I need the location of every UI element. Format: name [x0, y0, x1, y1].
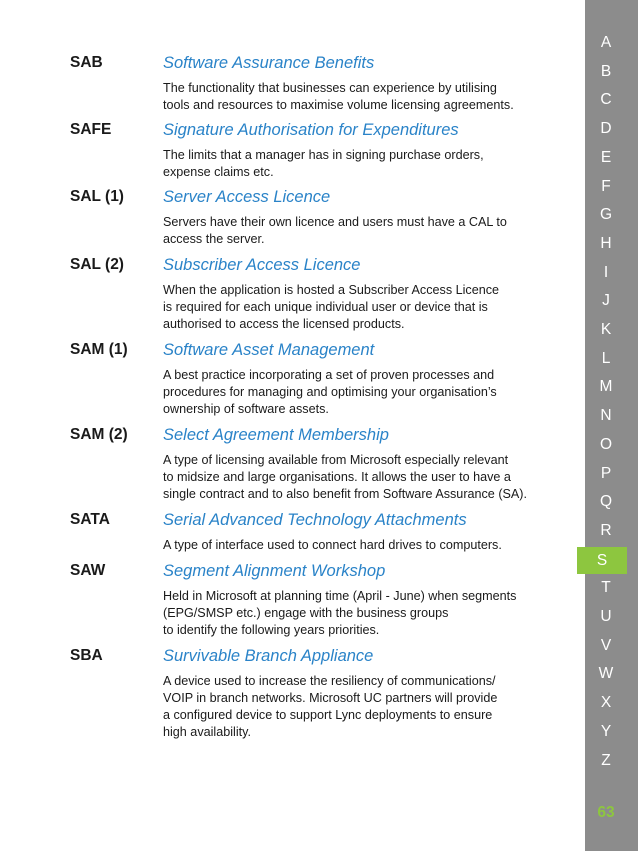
description-line: Held in Microsoft at planning time (April - June) when segments [163, 589, 517, 603]
index-letter-v[interactable]: V [600, 636, 612, 654]
index-letter-x[interactable]: X [600, 694, 612, 712]
entry-term: Select Agreement Membership [163, 426, 389, 444]
entry-term: Serial Advanced Technology Attachments [163, 511, 467, 529]
entry-term: Signature Authorisation for Expenditures [163, 121, 459, 139]
index-letter-f[interactable]: F [601, 177, 611, 195]
index-letter-g[interactable]: G [599, 206, 613, 224]
entry-abbreviation: SAL (1) [70, 188, 124, 205]
entry-abbreviation: SAL (2) [70, 256, 124, 273]
entry-term: Segment Alignment Workshop [163, 562, 386, 580]
description-line: The limits that a manager has in signing purchase orders, [163, 148, 484, 162]
entry-description [163, 588, 573, 639]
index-letter-j[interactable]: J [602, 292, 610, 310]
description-line: access the server. [163, 232, 265, 246]
index-letter-l[interactable]: L [601, 349, 611, 367]
index-letter-c[interactable]: C [600, 91, 612, 109]
entry-abbreviation: SATA [70, 511, 110, 528]
entry-abbreviation: SBA [70, 647, 103, 664]
description-line: Servers have their own licence and users must have a CAL to [163, 215, 507, 229]
entry-term: Survivable Branch Appliance [163, 647, 374, 665]
description-line: high availability. [163, 725, 251, 739]
index-letter-q[interactable]: Q [599, 493, 613, 511]
entry-description [163, 282, 573, 333]
entry-description [163, 673, 573, 741]
alphabet-index-bar [585, 0, 638, 851]
index-letter-u[interactable]: U [600, 608, 612, 625]
index-letter-s[interactable]: S [577, 547, 627, 574]
description-line: A device used to increase the resiliency of communications/ [163, 674, 496, 688]
entry-description [163, 452, 573, 503]
description-line: (EPG/SMSP etc.) engage with the business groups [163, 606, 449, 620]
index-letter-o[interactable]: O [599, 435, 613, 453]
index-letter-b[interactable]: B [600, 62, 612, 80]
index-letter-m[interactable]: M [599, 378, 613, 396]
index-letter-p[interactable]: P [600, 464, 612, 482]
entry-abbreviation: SAM (1) [70, 341, 128, 358]
description-line: to identify the following years priorities. [163, 623, 380, 637]
index-letter-a[interactable]: A [600, 34, 612, 51]
index-letter-n[interactable]: N [600, 407, 612, 425]
entry-description [163, 147, 573, 181]
entry-description [163, 537, 573, 554]
index-letter-z[interactable]: Z [601, 751, 611, 769]
description-line: A best practice incorporating a set of proven processes and [163, 368, 495, 382]
description-line: is required for each unique individual user or device that is [163, 300, 488, 314]
index-letter-r[interactable]: R [600, 521, 612, 539]
entry-description [163, 214, 573, 248]
entry-term: Software Asset Management [163, 341, 375, 359]
index-letter-t[interactable]: T [601, 579, 611, 597]
entry-description [163, 367, 573, 418]
entry-abbreviation: SAW [70, 562, 106, 579]
description-line: A type of licensing available from Microsoft especially relevant [163, 453, 509, 467]
entry-abbreviation: SAM (2) [70, 426, 128, 443]
entry-term: Software Assurance Benefits [163, 54, 375, 72]
description-line: authorised to access the licensed products. [163, 317, 405, 331]
description-line: to midsize and large organisations. It allows the user to have a [163, 470, 511, 484]
description-line: a configured device to support Lync deployments to ensure [163, 708, 493, 722]
description-line: VOIP in branch networks. Microsoft UC partners will provide [163, 691, 498, 705]
description-line: procedures for managing and optimising your organisation’s [163, 385, 497, 399]
description-line: expense claims etc. [163, 165, 274, 179]
index-letter-y[interactable]: Y [600, 722, 612, 740]
description-line: single contract and to also benefit from Software Assurance (SA). [163, 487, 528, 501]
index-letter-d[interactable]: D [600, 120, 612, 138]
index-letter-h[interactable]: H [600, 234, 612, 252]
description-line: The functionality that businesses can experience by utilising [163, 81, 497, 95]
index-letter-e[interactable]: E [600, 148, 612, 166]
index-letter-i[interactable]: I [603, 263, 609, 281]
entry-term: Subscriber Access Licence [163, 256, 361, 274]
entry-description [163, 80, 573, 114]
description-line: ownership of software assets. [163, 402, 329, 416]
description-line: tools and resources to maximise volume licensing agreements. [163, 98, 514, 112]
page-number: 63 [597, 804, 615, 821]
entry-term: Server Access Licence [163, 188, 331, 206]
entry-abbreviation: SAB [70, 54, 103, 71]
index-letter-k[interactable]: K [600, 321, 612, 338]
description-line: When the application is hosted a Subscriber Access Licence [163, 283, 500, 297]
entry-abbreviation: SAFE [70, 121, 112, 138]
description-line: A type of interface used to connect hard drives to computers. [163, 538, 502, 552]
index-letter-w[interactable]: W [598, 665, 614, 683]
